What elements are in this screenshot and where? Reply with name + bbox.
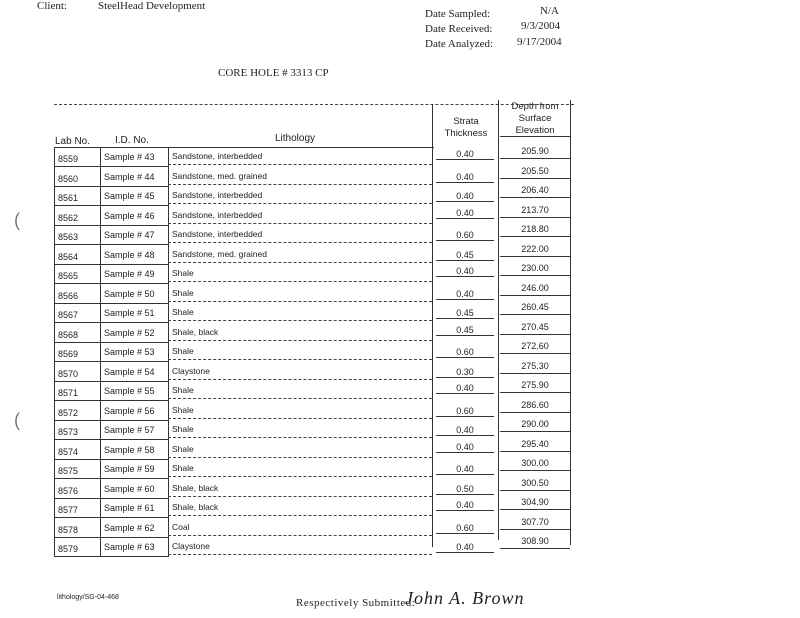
row-divider-depth	[500, 431, 570, 432]
id-no-cell: Sample # 63	[104, 542, 155, 552]
col-depth-2: Surface	[518, 113, 552, 124]
lithology-cell: Sandstone, med. grained	[172, 249, 267, 259]
row-divider-left	[54, 361, 168, 362]
row-divider-lith	[168, 379, 432, 380]
row-divider-depth	[500, 470, 570, 471]
lithology-cell: Shale	[172, 288, 194, 298]
client-name: SteelHead Development	[98, 0, 206, 12]
row-divider-strata	[436, 552, 494, 553]
row-divider-strata	[436, 357, 494, 358]
strata-cell: 0.45	[456, 308, 474, 318]
depth-cell: 300.50	[521, 478, 549, 488]
row-divider-depth	[500, 529, 570, 530]
right-border	[570, 100, 571, 545]
row-divider-left	[54, 420, 168, 421]
row-divider-lith	[168, 515, 432, 516]
strata-cell: 0.60	[456, 406, 474, 416]
strata-cell: 0.40	[456, 208, 474, 218]
table-top-border	[54, 104, 574, 105]
row-divider-strata	[436, 510, 494, 511]
lab-no-cell: 8567	[58, 310, 79, 320]
depth-cell: 272.60	[521, 341, 549, 351]
row-divider-depth	[500, 275, 570, 276]
row-divider-depth	[500, 256, 570, 257]
lab-no-cell: 8561	[58, 193, 79, 203]
lab-id-divider	[100, 147, 101, 557]
lab-no-cell: 8579	[58, 544, 79, 554]
row-divider-lith	[168, 301, 432, 302]
header-underline	[54, 147, 434, 148]
row-divider-strata	[436, 299, 494, 300]
depth-cell: 260.45	[521, 302, 549, 312]
col-strata-2: Thickness	[444, 128, 488, 139]
lithology-cell: Sandstone, interbedded	[172, 190, 263, 200]
row-divider-strata	[436, 201, 494, 202]
strata-cell: 0.45	[456, 325, 474, 335]
id-no-cell: Sample # 57	[104, 425, 155, 435]
lab-no-cell: 8564	[58, 252, 79, 262]
strata-cell: 0.40	[456, 289, 474, 299]
lab-no-cell: 8572	[58, 408, 79, 418]
depth-cell: 275.30	[521, 361, 549, 371]
id-no-cell: Sample # 61	[104, 503, 155, 513]
row-divider-left	[54, 439, 168, 440]
id-no-cell: Sample # 48	[104, 250, 155, 260]
row-divider-depth	[500, 217, 570, 218]
depth-cell: 218.80	[521, 224, 549, 234]
row-divider-strata	[436, 335, 494, 336]
row-divider-strata	[436, 218, 494, 219]
row-divider-left	[54, 244, 168, 245]
row-divider-left	[54, 205, 168, 206]
row-divider-strata	[436, 159, 494, 160]
depth-cell: 205.50	[521, 166, 549, 176]
row-divider-left	[54, 381, 168, 382]
date-received-value: 9/3/2004	[521, 20, 561, 32]
row-divider-left	[54, 283, 168, 284]
lab-no-cell: 8559	[58, 154, 79, 164]
id-no-cell: Sample # 44	[104, 172, 155, 182]
lithology-cell: Shale	[172, 405, 194, 415]
row-divider-left	[54, 478, 168, 479]
row-divider-left	[54, 459, 168, 460]
lab-no-cell: 8568	[58, 330, 79, 340]
lab-no-cell: 8577	[58, 505, 79, 515]
row-divider-lith	[168, 203, 432, 204]
row-divider-depth	[500, 373, 570, 374]
depth-cell: 222.00	[521, 244, 549, 254]
lab-no-cell: 8565	[58, 271, 79, 281]
strata-cell: 0.45	[456, 250, 474, 260]
row-divider-strata	[436, 377, 494, 378]
row-divider-depth	[500, 490, 570, 491]
lithology-cell: Sandstone, interbedded	[172, 229, 263, 239]
lab-no-cell: 8574	[58, 447, 79, 457]
id-no-cell: Sample # 43	[104, 152, 155, 162]
row-divider-depth	[500, 197, 570, 198]
row-divider-depth	[500, 295, 570, 296]
lithology-cell: Shale	[172, 385, 194, 395]
strata-depth-divider	[498, 100, 499, 540]
lab-no-cell: 8562	[58, 213, 79, 223]
id-no-cell: Sample # 62	[104, 523, 155, 533]
strata-cell: 0.40	[456, 383, 474, 393]
lithology-cell: Shale, black	[172, 483, 219, 493]
id-no-cell: Sample # 54	[104, 367, 155, 377]
row-divider-lith	[168, 184, 432, 185]
col-strata-1: Strata	[453, 116, 479, 127]
row-divider-left	[54, 537, 168, 538]
strata-cell: 0.40	[456, 542, 474, 552]
strata-cell: 0.60	[456, 347, 474, 357]
row-divider-strata	[436, 240, 494, 241]
lab-no-cell: 8571	[58, 388, 79, 398]
row-divider-lith	[168, 457, 432, 458]
id-no-cell: Sample # 51	[104, 308, 155, 318]
row-divider-strata	[436, 452, 494, 453]
strata-cell: 0.40	[456, 172, 474, 182]
row-divider-depth	[500, 158, 570, 159]
row-divider-depth	[500, 451, 570, 452]
row-divider-strata	[436, 474, 494, 475]
row-divider-left	[54, 225, 168, 226]
id-no-cell: Sample # 59	[104, 464, 155, 474]
depth-cell: 246.00	[521, 283, 549, 293]
strata-cell: 0.40	[456, 149, 474, 159]
row-divider-strata	[436, 182, 494, 183]
id-no-cell: Sample # 46	[104, 211, 155, 221]
left-border	[54, 147, 55, 557]
row-divider-left	[54, 322, 168, 323]
row-divider-lith	[168, 359, 432, 360]
lab-no-cell: 8563	[58, 232, 79, 242]
row-divider-lith	[168, 398, 432, 399]
depth-header-underline	[500, 136, 570, 137]
id-no-cell: Sample # 49	[104, 269, 155, 279]
strata-cell: 0.50	[456, 484, 474, 494]
row-divider-depth	[500, 353, 570, 354]
row-divider-left	[54, 517, 168, 518]
row-divider-lith	[168, 320, 432, 321]
id-no-cell: Sample # 53	[104, 347, 155, 357]
lith-strata-divider	[432, 104, 433, 547]
form-code: lithology/SG-04-468	[57, 594, 119, 601]
depth-cell: 230.00	[521, 263, 549, 273]
depth-cell: 307.70	[521, 517, 549, 527]
row-divider-strata	[436, 494, 494, 495]
row-divider-lith	[168, 281, 432, 282]
date-received-label: Date Received:	[425, 23, 493, 35]
id-no-cell: Sample # 52	[104, 328, 155, 338]
depth-cell: 275.90	[521, 380, 549, 390]
depth-cell: 205.90	[521, 146, 549, 156]
lab-no-cell: 8576	[58, 486, 79, 496]
client-label: Client:	[37, 0, 67, 12]
row-divider-depth	[500, 412, 570, 413]
depth-cell: 304.90	[521, 497, 549, 507]
lithology-cell: Claystone	[172, 541, 210, 551]
row-divider-strata	[436, 276, 494, 277]
strata-cell: 0.40	[456, 266, 474, 276]
row-divider-left	[54, 556, 168, 557]
margin-mark-2: (	[14, 410, 20, 430]
submitted-label: Respectively Submitted:	[296, 597, 416, 609]
depth-cell: 300.00	[521, 458, 549, 468]
strata-cell: 0.40	[456, 500, 474, 510]
strata-cell: 0.40	[456, 442, 474, 452]
row-divider-depth	[500, 509, 570, 510]
row-divider-left	[54, 186, 168, 187]
row-divider-depth	[500, 314, 570, 315]
row-divider-strata	[436, 416, 494, 417]
lithology-cell: Sandstone, med. grained	[172, 171, 267, 181]
row-divider-lith	[168, 437, 432, 438]
row-divider-lith	[168, 164, 432, 165]
lithology-cell: Shale	[172, 268, 194, 278]
depth-cell: 206.40	[521, 185, 549, 195]
row-divider-strata	[436, 393, 494, 394]
id-no-cell: Sample # 45	[104, 191, 155, 201]
row-divider-depth	[500, 392, 570, 393]
id-no-cell: Sample # 55	[104, 386, 155, 396]
row-divider-depth	[500, 334, 570, 335]
depth-cell: 290.00	[521, 419, 549, 429]
date-sampled-value: N/A	[540, 5, 559, 17]
row-divider-lith	[168, 496, 432, 497]
lab-no-cell: 8560	[58, 174, 79, 184]
col-depth-1: Depth from	[511, 101, 559, 112]
strata-cell: 0.30	[456, 367, 474, 377]
depth-cell: 286.60	[521, 400, 549, 410]
lab-no-cell: 8570	[58, 369, 79, 379]
row-divider-left	[54, 166, 168, 167]
lab-no-cell: 8575	[58, 466, 79, 476]
row-divider-strata	[436, 533, 494, 534]
col-depth-3: Elevation	[515, 125, 555, 136]
lithology-cell: Sandstone, interbedded	[172, 151, 263, 161]
row-divider-lith	[168, 554, 432, 555]
strata-cell: 0.40	[456, 191, 474, 201]
lab-no-cell: 8566	[58, 291, 79, 301]
row-divider-lith	[168, 476, 432, 477]
row-divider-left	[54, 498, 168, 499]
lab-no-cell: 8569	[58, 349, 79, 359]
lab-no-cell: 8573	[58, 427, 79, 437]
row-divider-depth	[500, 548, 570, 549]
row-divider-strata	[436, 260, 494, 261]
lithology-cell: Claystone	[172, 366, 210, 376]
lithology-cell: Shale	[172, 346, 194, 356]
id-no-cell: Sample # 50	[104, 289, 155, 299]
strata-cell: 0.40	[456, 425, 474, 435]
date-analyzed-label: Date Analyzed:	[425, 38, 494, 50]
core-hole-title: CORE HOLE # 3313 CP	[218, 67, 329, 79]
margin-mark-1: (	[14, 210, 20, 230]
strata-cell: 0.60	[456, 523, 474, 533]
row-divider-left	[54, 264, 168, 265]
strata-cell: 0.60	[456, 230, 474, 240]
row-divider-lith	[168, 242, 432, 243]
row-divider-lith	[168, 418, 432, 419]
lithology-cell: Shale, black	[172, 502, 219, 512]
row-divider-left	[54, 342, 168, 343]
depth-cell: 213.70	[521, 205, 549, 215]
id-no-cell: Sample # 58	[104, 445, 155, 455]
depth-cell: 295.40	[521, 439, 549, 449]
depth-cell: 308.90	[521, 536, 549, 546]
date-analyzed-value: 9/17/2004	[517, 36, 562, 48]
signature: John A. Brown	[405, 588, 525, 608]
row-divider-left	[54, 303, 168, 304]
row-divider-depth	[500, 236, 570, 237]
depth-cell: 270.45	[521, 322, 549, 332]
row-divider-lith	[168, 535, 432, 536]
lithology-cell: Shale	[172, 424, 194, 434]
lithology-cell: Shale, black	[172, 327, 219, 337]
row-divider-strata	[436, 435, 494, 436]
id-no-cell: Sample # 60	[104, 484, 155, 494]
row-divider-lith	[168, 223, 432, 224]
row-divider-lith	[168, 262, 432, 263]
lithology-cell: Sandstone, interbedded	[172, 210, 263, 220]
lithology-cell: Coal	[172, 522, 190, 532]
lab-no-cell: 8578	[58, 525, 79, 535]
id-no-cell: Sample # 47	[104, 230, 155, 240]
row-divider-strata	[436, 318, 494, 319]
col-id-no: I.D. No.	[115, 135, 149, 146]
id-no-cell: Sample # 56	[104, 406, 155, 416]
col-lab-no: Lab No.	[55, 136, 91, 147]
lithology-cell: Shale	[172, 444, 194, 454]
lithology-cell: Shale	[172, 463, 194, 473]
row-divider-lith	[168, 340, 432, 341]
lithology-cell: Shale	[172, 307, 194, 317]
col-lithology: Lithology	[275, 133, 316, 144]
row-divider-left	[54, 400, 168, 401]
date-sampled-label: Date Sampled:	[425, 8, 491, 20]
row-divider-depth	[500, 178, 570, 179]
strata-cell: 0.40	[456, 464, 474, 474]
